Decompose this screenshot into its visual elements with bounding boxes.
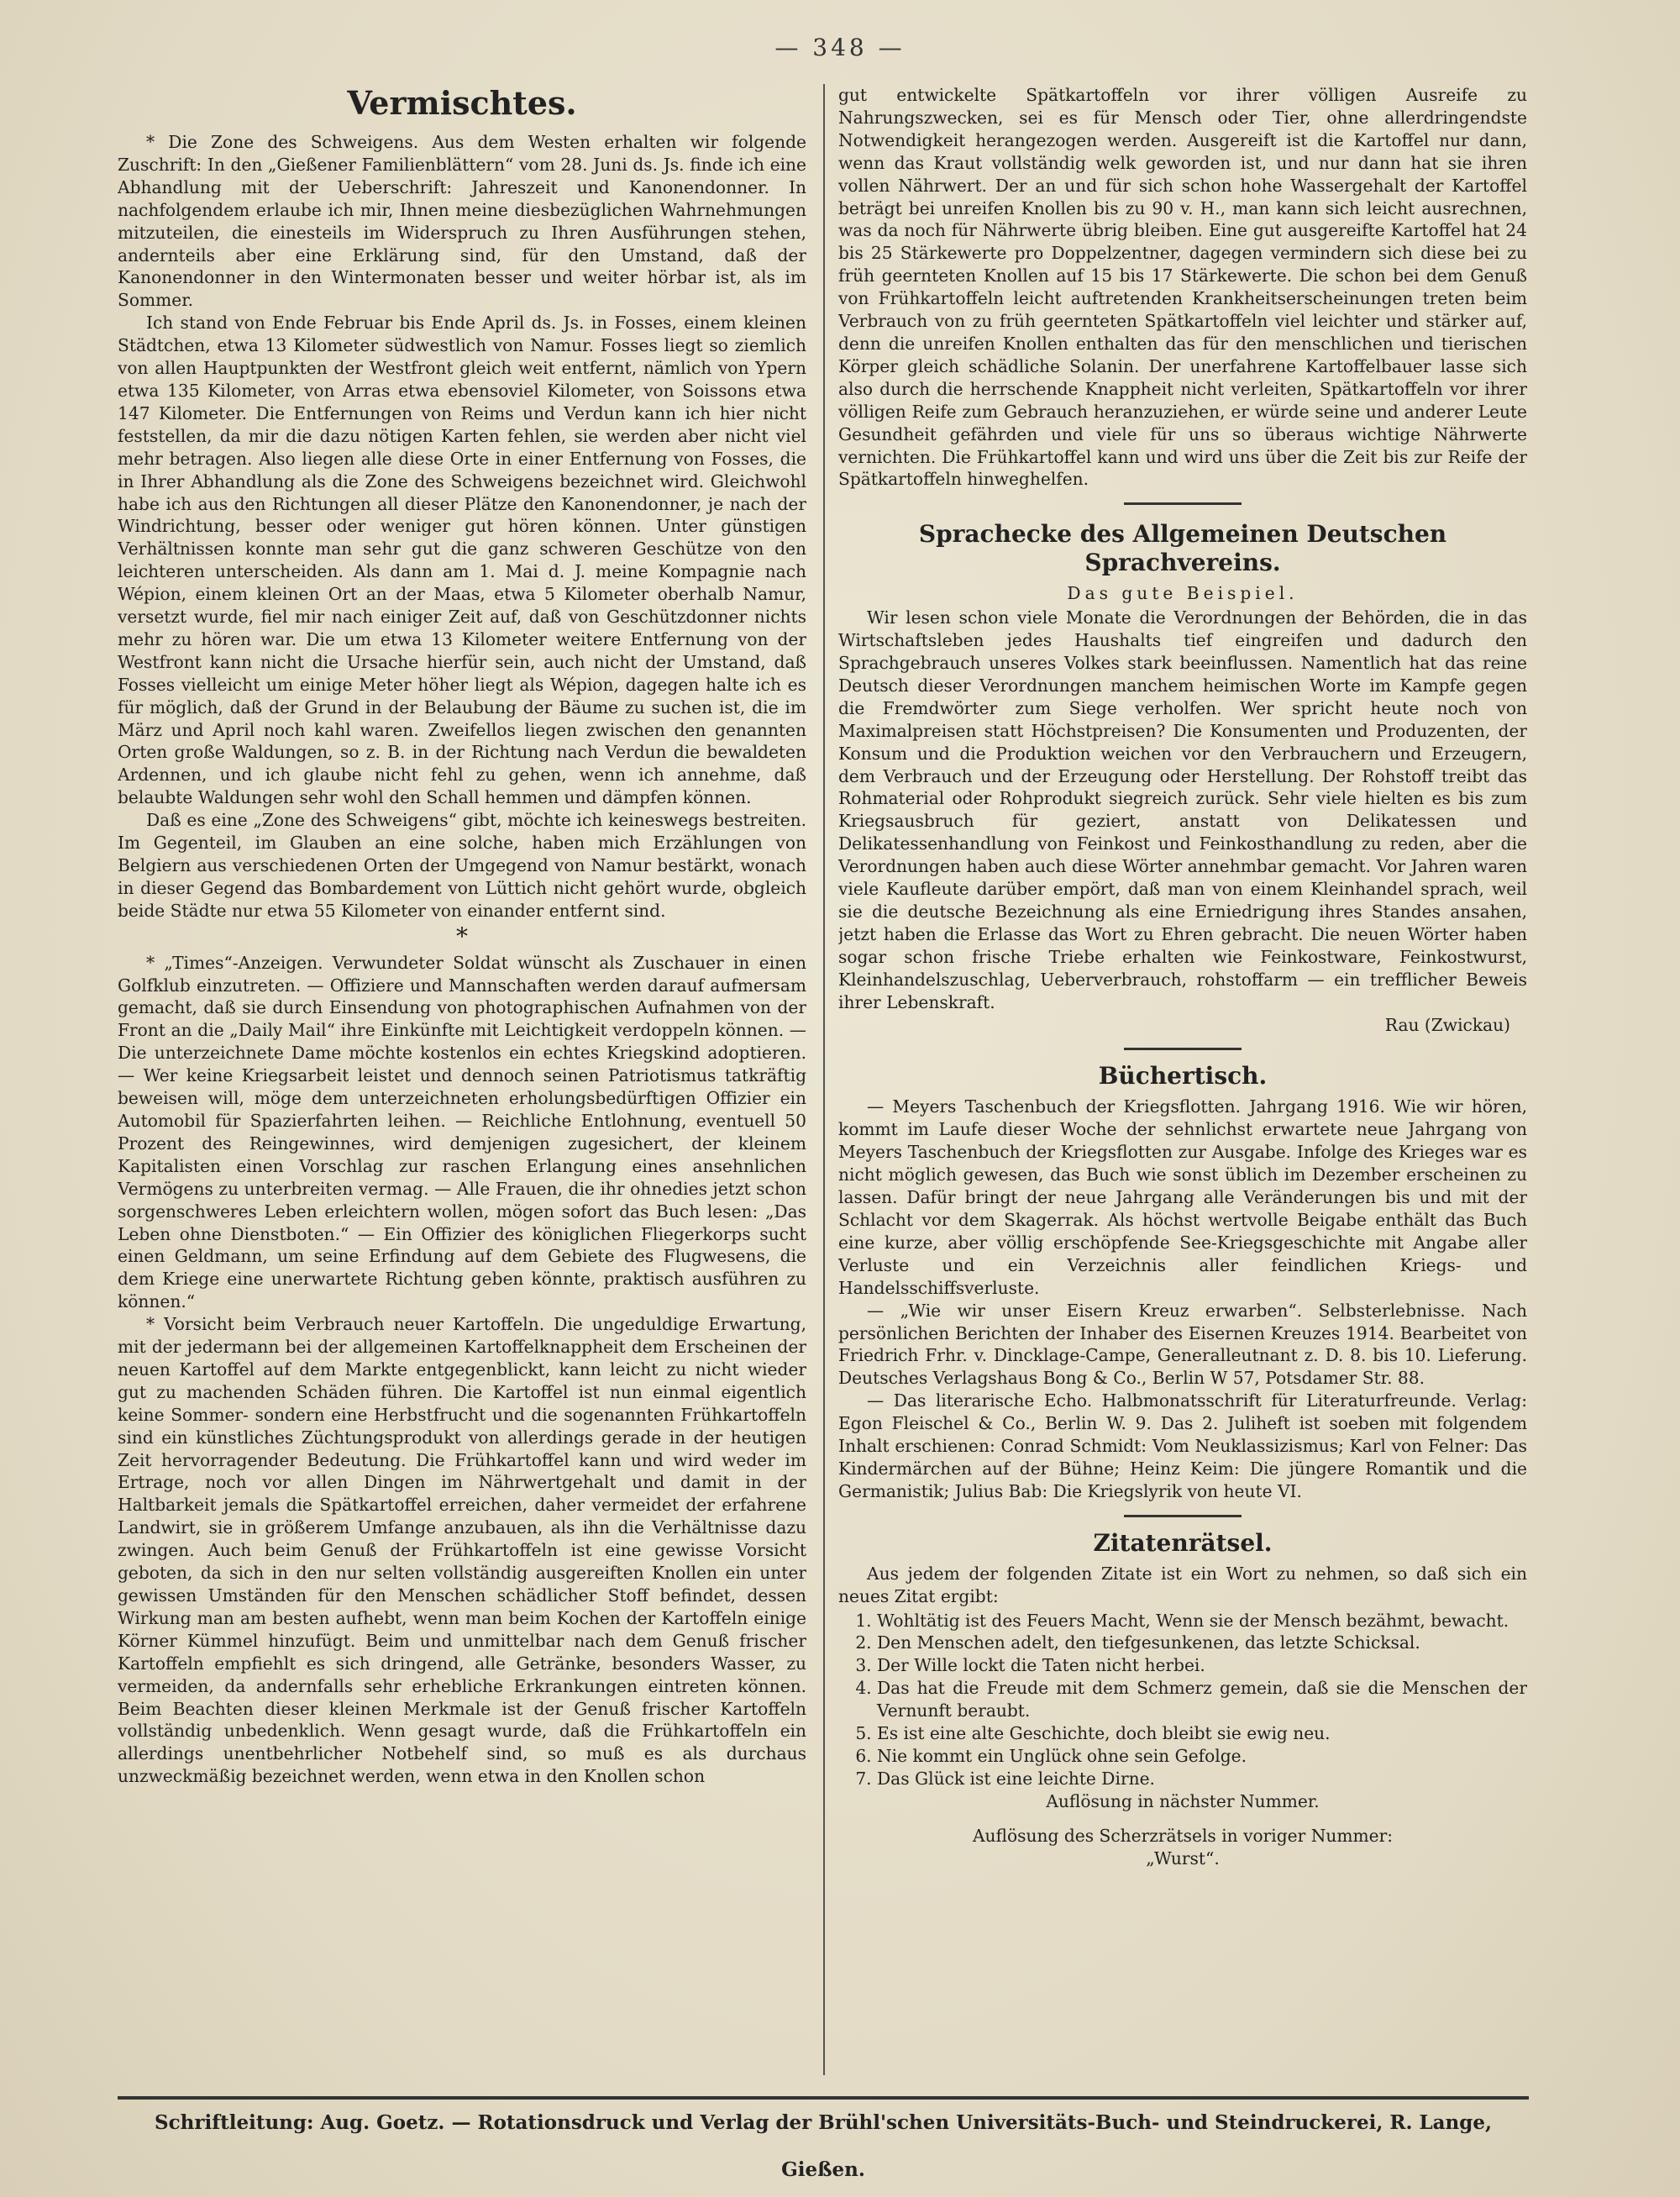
- scherz-solution-answer: „Wurst“.: [1146, 1847, 1220, 1869]
- section-heading-sprachecke: Sprachecke des Allgemeinen Deutschen Sprachvereins.: [918, 520, 1447, 577]
- zitat-item: 1. Wohltätig ist des Feuers Macht, Wenn sie der Mensch bezähmt, bewacht.: [877, 1610, 1527, 1632]
- article-zone-paragraph-2: Ich stand von Ende Februar bis Ende April ds. Js. in Fosses, einem kleinen Städtchen, etwa 13 Kilometer südwestlich von Namur. Fosses liegt so ziemlich von allen Hauptpunkten der Westfront gleich weit entfernt, nämlich von Ypern etwa 135 Kilometer, von Arras etwa ebensoviel Kilometer, von Soissons etwa 147 Kilometer. Die Entfernungen von Reims und Verdun kann ich hier nicht feststellen, da mir die dazu nötigen Karten fehlen, sie werden aber nicht viel mehr betragen. Also liegen alle diese Orte in einer Entfernung von Fosses, die in Ihrer Abhandlung als die Zone des Schweigens bezeichnet wird. Gleichwohl habe ich aus den Richtungen all dieser Plätze den Kanonendonner, je nach der Windrichtung, besser oder weniger gut hören können. Unter günstigen Verhältnissen konnte man sehr gut die ganz schweren Geschütze von den leichteren unterscheiden. Als dann am 1. Mai d. J. meine Kompagnie nach Wépion, einem kleinen Ort an der Maas, etwa 5 Kilometer oberhalb Namur, versetzt wurde, fiel mir nach einiger Zeit auf, daß von Geschützdonner nichts mehr zu hören war. Die um etwa 13 Kilometer weitere Entfernung von der Westfront kann nicht die Ursache hierfür sein, auch nicht der Umstand, daß Fosses vielleicht um einige Meter höher liegt als Wépion, dagegen halte ich es für möglich, daß der Grund in der Belaubung der Bäume zu suchen ist, die im März und April noch kahl waren. Zweifellos liegen zwischen den genannten Orten große Waldungen, so z. B. in der Richtung nach Verdun die bewaldeten Ardennen, und ich glaube nicht fehl zu gehen, wenn ich annehme, daß belaubte Waldungen sehr wohl den Schall hemmen und dämpfen können.: [118, 313, 806, 808]
- page-number: — 348 —: [774, 34, 906, 61]
- article-potato-continuation: gut entwickelte Spätkartoffeln vor ihrer völligen Ausreife zu Nahrungszwecken, sei es für Mensch oder Tier, ohne allerdringendste Notwendigkeit herangezogen werden. Ausgereift ist die Kartoffel nur dann, wenn das Kraut vollständig welk geworden ist, und nur dann hat sie ihren vollen Nährwert. Der an und für sich schon hohe Wassergehalt der Kartoffel beträgt bei unreifen Knollen bis zu 90 v. H., man kann sich leicht ausrechnen, was da noch für Nährwerte übrig bleiben. Eine gut ausgereifte Kartoffel hat 24 bis 25 Stärkewerte pro Doppelzentner, dagegen vermindern sich diese bei zu früh geernteten Knollen auf 15 bis 17 Stärkewerte. Die schon bei dem Genuß von Frühkartoffeln leicht auftretenden Krankheitserscheinungen treten beim Verbrauch von zu früh geernteten Spätkartoffeln viel leichter und stärker auf, denn die unreifen Knollen enthalten das für den menschlichen und tierischen Körper gleich schädliche Solanin. Der unerfahrene Kartoffelbauer lasse sich also durch die herrschende Knappheit nicht verleiten, Spätkartoffeln vor ihrer völligen Reife zum Gebrauch heranzuziehen, er würde seine und anderer Leute Gesundheit gefährden und viele für uns so überaus wichtige Nährwerte vernichten. Die Frühkartoffel kann und wird uns über die Zeit bis zur Reife der Spätkartoffeln hinweghelfen.: [838, 85, 1527, 490]
- column-divider: [823, 84, 825, 2075]
- sprachecke-subtitle: Das gute Beispiel.: [1067, 583, 1299, 604]
- scherz-solution-label: Auflösung des Scherzrätsels in voriger Nummer:: [972, 1825, 1394, 1846]
- section-heading-zitatenraetsel: Zitatenrätsel.: [1093, 1528, 1273, 1557]
- separator-star: *: [456, 922, 468, 950]
- book-entry-1: — Meyers Taschenbuch der Kriegsflotten. Jahrgang 1916. Wie wir hören, kommt im Laufe dieser Woche der sehnlichst erwartete neue Jahrgang von Meyers Taschenbuch der Kriegsflotten zur Ausgabe. Infolge des Krieges war es nicht möglich gewesen, das Buch wie sonst üblich im Dezember erscheinen zu lassen. Dafür bringt der neue Jahrgang alle Veränderungen bis und mit der Schlacht vor dem Skagerrak. Als höchst wertvolle Beigabe enthält das Buch eine kurze, aber völlig erschöpfende See-Kriegsgeschichte mit Angabe aller Verluste und ein Verzeichnis aller feindlichen Kriegs- und Handelsschiffsverluste.: [838, 1096, 1527, 1298]
- left-column: [118, 84, 806, 2084]
- section-heading-vermischtes: Vermischtes.: [347, 84, 577, 122]
- imprint-footer: Schriftleitung: Aug. Goetz. — Rotationsdruck und Verlag der Brühl'schen Universitäts-Buch- und Steindruckerei, R. Lange, Gießen.: [118, 2096, 1529, 2147]
- article-zone-paragraph-3: Daß es eine „Zone des Schweigens“ gibt, möchte ich keineswegs bestreiten. Im Gegenteil, im Glauben an eine solche, haben mich Erzählungen von Belgiern aus verschiedenen Orten der Umgegend von Namur bestärkt, wonach in dieser Gegend das Bombardement von Lüttich nicht gehört wurde, obgleich beide Städte nur etwa 55 Kilometer von einander entfernt sind.: [118, 810, 806, 921]
- zitat-solution-note: Auflösung in nächster Nummer.: [1046, 1790, 1320, 1811]
- article-times-ads: * „Times“-Anzeigen. Verwundeter Soldat wünscht als Zuschauer in einen Golfklub einzutreten. — Offiziere und Mannschaften werden darauf aufmersam gemacht, daß sie durch Einsendung von photographischen Aufnahmen von der Front an die „Daily Mail“ ihre Einkünfte mit Leichtigkeit verdoppeln können. — Die unterzeichnete Dame möchte kostenlos ein echtes Kriegskind adoptieren. — Wer keine Kriegsarbeit leistet und dennoch seinen Patriotismus tatkräftig beweisen will, möge dem unterzeichneten erholungsbedürftigen Offizier ein Automobil für Spazierfahrten leihen. — Reichliche Entlohnung, eventuell 50 Prozent des Reingewinnes, wird demjenigen zugesichert, der kleinem Kapitalisten einen Vorschlag zur raschen Erlangung eines ansehnlichen Vermögens zu unterbreiten vermag. — Alle Frauen, die ihr ohnedies jetzt schon sorgenschweres Leben erleichtern wollen, mögen sofort das Buch lesen: „Das Leben ohne Dienstboten.“ — Ein Offizier des königlichen Fliegerkorps sucht einen Geldmann, um seine Erfindung auf dem Gebiete des Flugwesens, die dem Kriege eine unerwartete Richtung geben könnte, praktisch ausführen zu können.“: [118, 952, 806, 1312]
- article-potato-warning: * Vorsicht beim Verbrauch neuer Kartoffeln. Die ungeduldige Erwartung, mit der jedermann bei der allgemeinen Kartoffelknappheit dem Erscheinen der neuen Kartoffel auf dem Markte entgegenblickt, kann leicht zu nicht wieder gut zu machenden Schäden führen. Die Kartoffel ist nun einmal eigentlich keine Sommer- sondern eine Herbstfrucht und die sogenannten Frühkartoffeln sind ein künstliches Züchtungsprodukt von allerdings gerade in der heutigen Zeit hervorragender Bedeutung. Die Frühkartoffel kann und wird weder im Ertrage, noch vor allen Dingen im Nährwertgehalt und damit in der Haltbarkeit jemals die Spätkartoffel erreichen, daher vermeidet der erfahrene Landwirt, sie in größerem Umfange anzubauen, als ihn die Verhältnisse dazu zwingen. Auch beim Genuß der Frühkartoffeln ist eine gewisse Vorsicht geboten, da sich in den nur selten vollständig ausgereiften Knollen ein unter gewissen Umständen für den Menschen schädlicher Stoff befindet, dessen Wirkung man am besten aufhebt, wenn man beim Kochen der Kartoffeln einige Körner Kümmel hinzufügt. Beim und unmittelbar nach dem Genuß frischer Kartoffeln empfiehlt es sich dringend, alle Getränke, besonders Wasser, zu vermeiden, da andernfalls sehr erhebliche Erkrankungen eintreten können. Beim Beachten dieser kleinen Merkmale ist der Genuß frischer Kartoffeln vollständig unbedenklich. Wenn gesagt wurde, daß die Frühkartoffeln ein allerdings unentbehrlicher Notbehelf sind, so muß es als durchaus unzweckmäßig bezeichnet werden, wenn etwa in den Knollen schon: [118, 1314, 806, 1787]
- article-zone-paragraph-1: * Die Zone des Schweigens. Aus dem Westen erhalten wir folgende Zuschrift: In den „Gießener Familienblättern“ vom 28. Juni ds. Js. finde ich eine Abhandlung mit der Ueberschrift: Jahreszeit und Kanonendonner. In nachfolgendem erlaube ich mir, Ihnen meine diesbezüglichen Wahrnehmungen mitzuteilen, die einesteils im Widerspruch zu Ihren Ausführungen stehen, andernteils aber eine Erklärung sind, für den Umstand, daß der Kanonendonner in den Wintermonaten besser und weiter hörbar ist, als im Sommer.: [118, 132, 806, 311]
- section-rule: [1124, 1515, 1242, 1517]
- zitat-list: [838, 1610, 1527, 1790]
- book-entry-2: — „Wie wir unser Eisern Kreuz erwarben“. Selbsterlebnisse. Nach persönlichen Berichten der Inhaber des Eisernen Kreuzes 1914. Bearbeitet von Friedrich Frhr. v. Dincklage-Campe, Generalleutnant z. D. 8. bis 10. Lieferung. Deutsches Verlagshaus Bong & Co., Berlin W 57, Potsdamer Str. 88.: [838, 1300, 1527, 1389]
- zitat-item: 6. Nie kommt ein Unglück ohne sein Gefolge.: [877, 1745, 1527, 1768]
- book-entry-3: — Das literarische Echo. Halbmonatsschrift für Literaturfreunde. Verlag: Egon Fleischel & Co., Berlin W. 9. Das 2. Juliheft ist soeben mit folgendem Inhalt erschienen: Conrad Schmidt: Vom Neuklassizismus; Karl von Felner: Das Kindermärchen auf der Bühne; Heinz Keim: Die jüngere Romantik und die Germanistik; Julius Bab: Die Kriegslyrik von heute VI.: [838, 1390, 1527, 1501]
- zitat-item: 5. Es ist eine alte Geschichte, doch bleibt sie ewig neu.: [877, 1722, 1527, 1745]
- zitat-item: 4. Das hat die Freude mit dem Schmerz gemein, daß sie die Menschen der Vernunft beraubt.: [877, 1677, 1527, 1722]
- right-column: [838, 84, 1527, 2084]
- section-rule: [1124, 1048, 1242, 1050]
- sprachecke-text: Wir lesen schon viele Monate die Verordnungen der Behörden, die in das Wirtschaftsleben jedes Haushalts tief eingreifen und dadurch den Sprachgebrauch unseres Volkes stark beeinflussen. Namentlich hat das reine Deutsch dieser Verordnungen manchem heimischen Worte im Kampfe gegen die Fremdwörter zum Siege verholfen. Wer spricht heute noch von Maximalpreisen statt Höchstpreisen? Die Konsumenten und Produzenten, der Konsum und die Produktion weichen vor den Verbrauchern und Erzeugern, dem Verbrauch und der Erzeugung oder Herstellung. Der Rohstoff treibt das Rohmaterial oder Rohprodukt siegreich zurück. Sehr viele hielten es bis zum Kriegsausbruch für geziert, anstatt von Delikatessen und Delikatessenhandlung von Feinkost und Feinkosthandlung zu reden, aber die Verordnungen haben auch diese Wörter annehmbar gemacht. Vor Jahren waren viele Kaufleute darüber empört, daß man von einem Kleinhandel sprach, weil sie die deutsche Bezeichnung als eine Erniedrigung ihres Standes ansahen, jetzt haben die Erlasse das Wort zu Ehren gebracht. Die neuen Wörter haben sogar schon frische Triebe erhalten wie Feinkostware, Feinkostwurst, Kleinhandelszuschlag, Ueberverbrauch, rohstoffarm — ein trefflicher Beweis ihrer Lebenskraft.: [838, 607, 1527, 1012]
- section-rule: [1124, 502, 1242, 505]
- zitat-item: 3. Der Wille lockt die Taten nicht herbei.: [877, 1654, 1527, 1677]
- zitat-intro: Aus jedem der folgenden Zitate ist ein Wort zu nehmen, so daß sich ein neues Zitat ergibt:: [838, 1563, 1527, 1606]
- zitat-item: 7. Das Glück ist eine leichte Dirne.: [877, 1768, 1527, 1790]
- section-heading-buechertisch: Büchertisch.: [1098, 1062, 1268, 1091]
- sprachecke-signature: Rau (Zwickau): [1384, 1014, 1510, 1035]
- zitat-item: 2. Den Menschen adelt, den tiefgesunkenen, das letzte Schicksal.: [877, 1632, 1527, 1654]
